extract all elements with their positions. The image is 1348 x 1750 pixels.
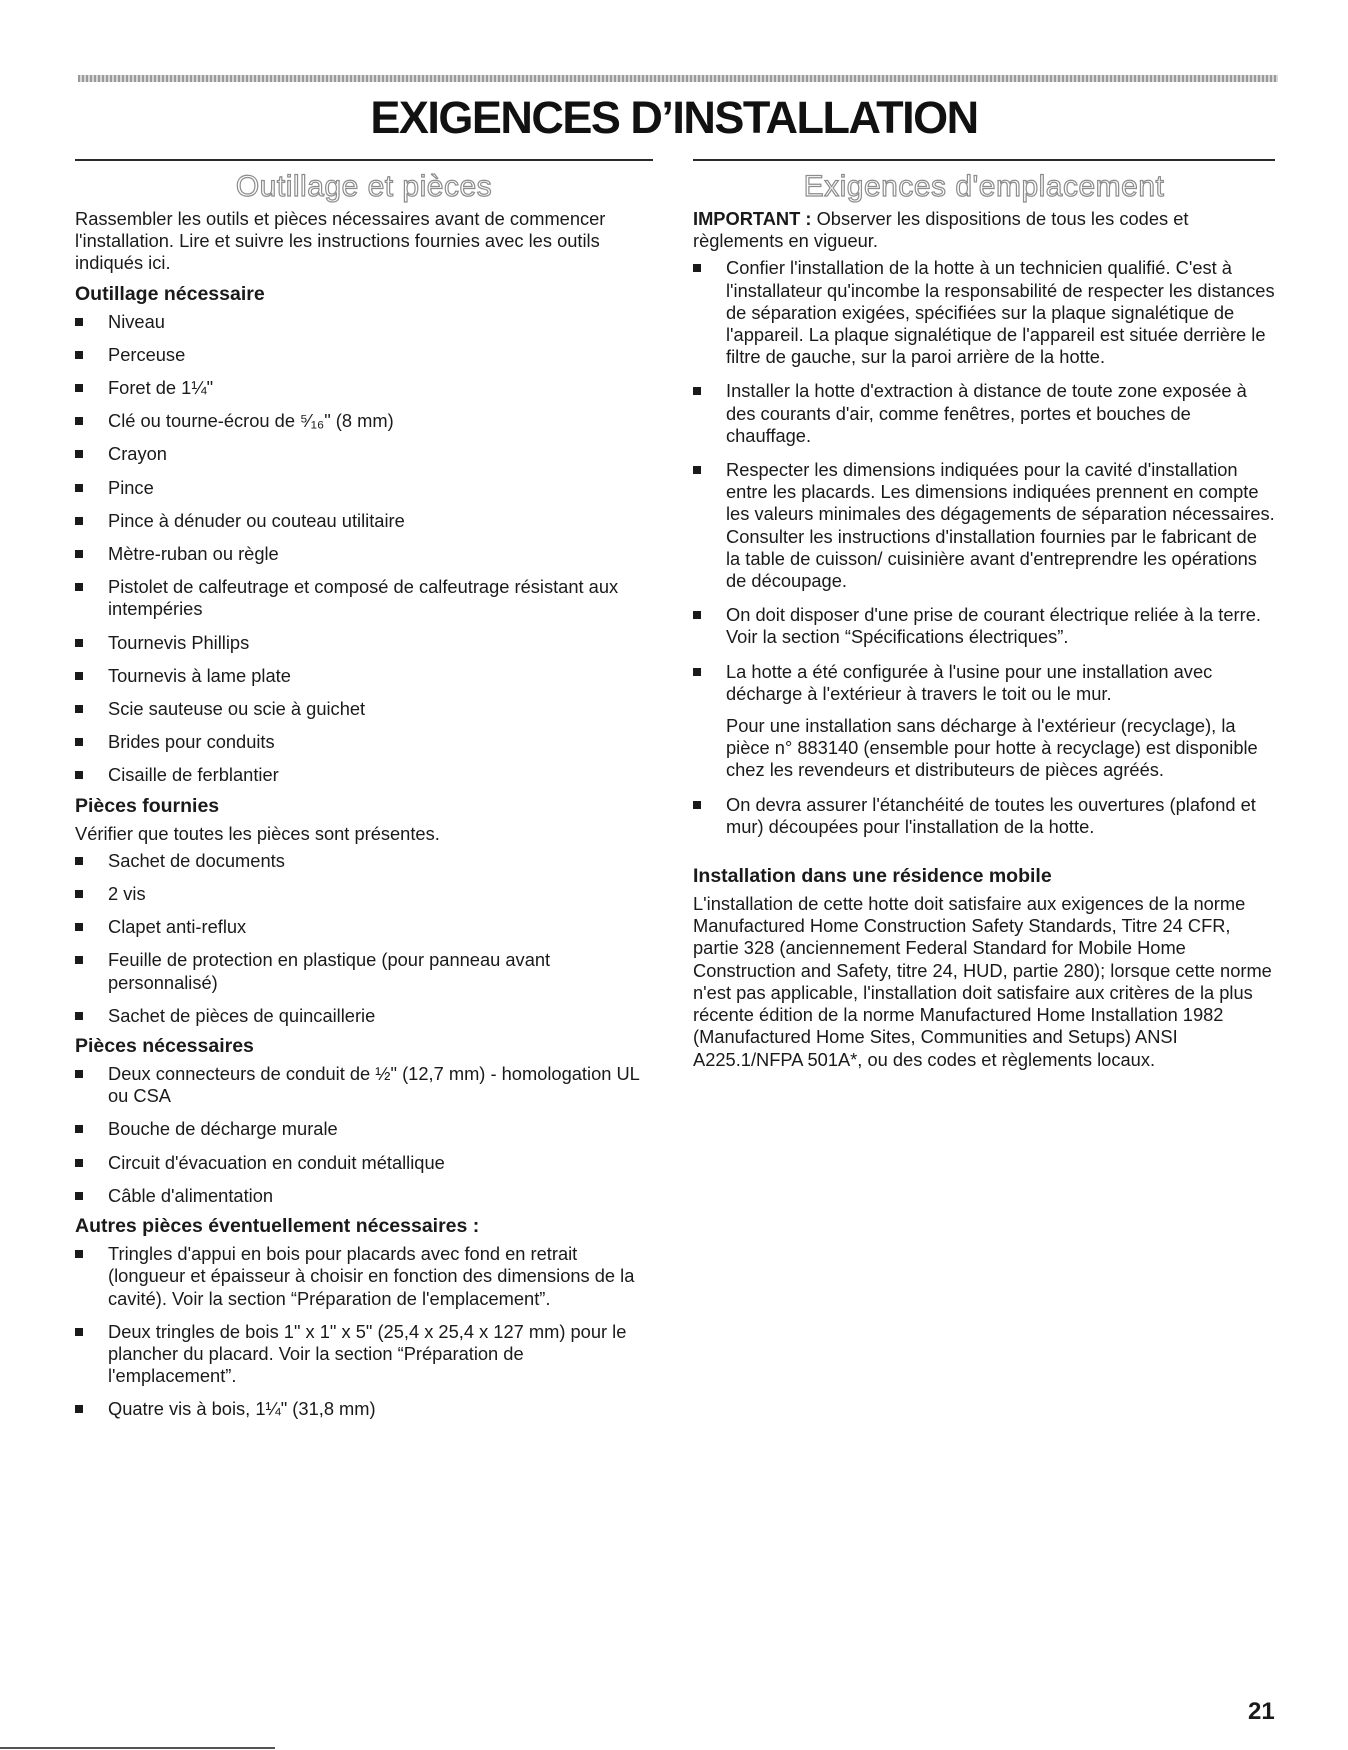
important-label: IMPORTANT : xyxy=(693,208,812,229)
list-item: Confier l'installation de la hotte à un technicien qualifié. C'est à l'installateur qu'incombe la responsabilité de respecter les distances de séparation exigées, spécifiées sur la plaque signalétique de l'appareil. La plaque signalétique de l'appareil est située derrière le filtre de gauche, sur la paroi arrière de la hotte. xyxy=(693,257,1275,368)
page-title: EXIGENCES D’INSTALLATION xyxy=(370,92,978,143)
list-item: Pince xyxy=(75,477,653,499)
tools-list xyxy=(75,311,653,787)
top-dotted-rule xyxy=(78,75,1278,82)
left-column-rule xyxy=(75,159,653,161)
important-note xyxy=(693,208,1275,252)
list-item: Cisaille de ferblantier xyxy=(75,764,653,786)
list-item: Tringles d'appui en bois pour placards avec fond en retrait (longueur et épaisseur à choisir en fonction des dimensions de la cavité). Voir la section “Préparation de l'emplacement”. xyxy=(75,1243,653,1310)
list-item: Sachet de documents xyxy=(75,850,653,872)
list-item: Brides pour conduits xyxy=(75,731,653,753)
mobile-home-heading: Installation dans une résidence mobile xyxy=(693,865,1052,888)
list-item: Scie sauteuse ou scie à guichet xyxy=(75,698,653,720)
mobile-home-text: L'installation de cette hotte doit satisfaire aux exigences de la norme Manufactured Home Construction Safety Standards, Titre 24 CFR, partie 328 (anciennement Federal Standard for Mobile Home Construction and Safety, titre 24, HUD, partie 280); lorsque cette norme n'est pas applicable, l'installation doit satisfaire aux critères de la plus récente édition de la norme Manufactured Home Installation 1982 (Manufactured Home Sites, Communities and Setups) ANSI A225.1/NFPA 501A*, ou des codes et règlements locaux. xyxy=(693,893,1272,1070)
list-item: Crayon xyxy=(75,443,653,465)
list-item: Pince à dénuder ou couteau utilitaire xyxy=(75,510,653,532)
list-item: Circuit d'évacuation en conduit métallique xyxy=(75,1152,653,1174)
list-item: On doit disposer d'une prise de courant électrique reliée à la terre. Voir la section “Spécifications électriques”. xyxy=(693,604,1275,648)
list-item: On devra assurer l'étanchéité de toutes les ouvertures (plafond et mur) découpées pour l'installation de la hotte. xyxy=(693,794,1275,838)
list-item: Foret de 1¼" xyxy=(75,377,653,399)
list-item: Pistolet de calfeutrage et composé de calfeutrage résistant aux intempéries xyxy=(75,576,653,620)
tools-heading: Outillage nécessaire xyxy=(75,282,265,305)
parts-supplied-intro: Vérifier que toutes les pièces sont présentes. xyxy=(75,822,440,844)
page-number: 21 xyxy=(1248,1698,1275,1725)
list-item: Clapet anti-reflux xyxy=(75,916,653,938)
list-item: 2 vis xyxy=(75,883,653,905)
tools-intro: Rassembler les outils et pièces nécessaires avant de commencer l'installation. Lire et suivre les instructions fournies avec les outils indiqués ici. xyxy=(75,208,606,274)
bottom-edge-line xyxy=(0,1747,275,1749)
section-title-location: Exigences d'emplacement xyxy=(803,170,1165,203)
parts-needed-heading: Pièces nécessaires xyxy=(75,1035,254,1058)
parts-needed-list xyxy=(75,1063,653,1207)
list-item: Tournevis Phillips xyxy=(75,632,653,654)
list-item: Installer la hotte d'extraction à distance de toute zone exposée à des courants d'air, comme fenêtres, portes et bouches de chauffage. xyxy=(693,380,1275,447)
other-parts-heading: Autres pièces éventuellement nécessaires : xyxy=(75,1215,480,1238)
list-item xyxy=(693,661,1275,782)
list-item: Mètre-ruban ou règle xyxy=(75,543,653,565)
list-item: Quatre vis à bois, 1¼" (31,8 mm) xyxy=(75,1398,653,1420)
list-item: Deux connecteurs de conduit de ½" (12,7 mm) - homologation UL ou CSA xyxy=(75,1063,653,1107)
list-item: Feuille de protection en plastique (pour panneau avant personnalisé) xyxy=(75,949,653,993)
list-item: Tournevis à lame plate xyxy=(75,665,653,687)
other-parts-list xyxy=(75,1243,653,1420)
section-title-tools-parts: Outillage et pièces xyxy=(235,170,493,203)
left-column xyxy=(75,159,653,1428)
list-item: Deux tringles de bois 1" x 1" x 5" (25,4 x 25,4 x 127 mm) pour le plancher du placard. Voir la section “Préparation de l'emplacement”. xyxy=(75,1321,653,1388)
list-item: Niveau xyxy=(75,311,653,333)
important-text: Observer les dispositions de tous les codes et règlements en vigueur. xyxy=(693,208,1189,252)
right-column xyxy=(693,159,1275,1076)
list-item: Sachet de pièces de quincaillerie xyxy=(75,1005,653,1027)
list-item: Bouche de décharge murale xyxy=(75,1118,653,1140)
location-requirements-list xyxy=(693,257,1275,838)
parts-supplied-list xyxy=(75,850,653,1027)
right-column-rule xyxy=(693,159,1275,161)
parts-supplied-heading: Pièces fournies xyxy=(75,794,220,817)
list-item: Respecter les dimensions indiquées pour la cavité d'installation entre les placards. Les dimensions indiquées prennent en compte les valeurs minimales des dégagements de séparation nécessaires. Consulter les instructions d'installation fournies par le fabricant de la table de cuisson/ cuisinière avant d'entreprendre les opérations de découpage. xyxy=(693,459,1275,592)
list-item-text: La hotte a été configurée à l'usine pour une installation avec décharge à l'extérieur à travers le toit ou le mur. xyxy=(726,660,1213,704)
list-item: Clé ou tourne-écrou de ⁵⁄₁₆" (8 mm) xyxy=(75,410,653,432)
recycling-note: Pour une installation sans décharge à l'extérieur (recyclage), la pièce n° 883140 (ensemble pour hotte à recyclage) est disponible chez les revendeurs et distributeurs de pièces agréés. xyxy=(726,715,1258,781)
list-item: Perceuse xyxy=(75,344,653,366)
list-item: Câble d'alimentation xyxy=(75,1185,653,1207)
